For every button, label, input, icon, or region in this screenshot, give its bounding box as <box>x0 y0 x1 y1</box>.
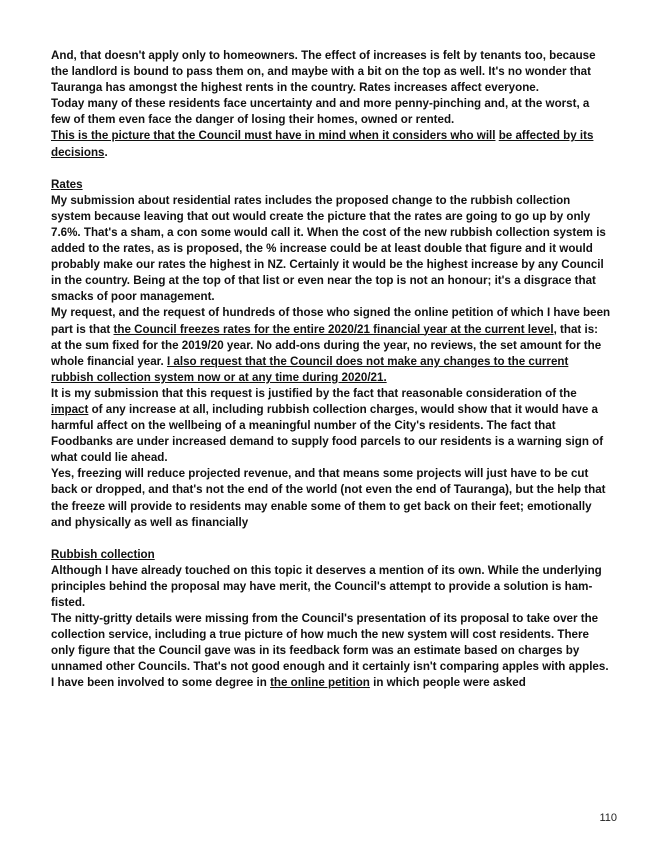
underlined-freeze-rates: the Council freezes rates for the entire 2020/21 financial year at the current level <box>113 322 554 336</box>
paragraph-justification <box>51 386 611 466</box>
paragraph-petition <box>51 675 611 691</box>
heading-rates: Rates <box>51 177 83 191</box>
paragraph-uncertainty: Today many of these residents face uncertainty and and more penny-pinching and, at the worst, a few of them even face the danger of losing their homes, owned or rented. <box>51 97 590 127</box>
paragraph-council-picture <box>51 128 611 160</box>
paragraph-request <box>51 305 611 385</box>
heading-rubbish-collection: Rubbish collection <box>51 547 155 561</box>
document-body <box>51 48 611 692</box>
paragraph-rubbish-intro: Although I have already touched on this topic it deserves a mention of its own. While the underlying principles behind the proposal may have merit, the Council's attempt to provide a solution is ham-fisted. <box>51 563 602 609</box>
underlined-council-picture: This is the picture that the Council must have in mind when it considers who will <box>51 129 496 143</box>
spacer <box>51 531 611 547</box>
page-number: 110 <box>599 812 617 824</box>
text-request-intro: My request, and the request of hundreds of those who signed the online petition of which I have been part is that <box>51 306 611 336</box>
paragraph-freezing: Yes, freezing will reduce projected revenue, and that means some projects will just have to be cut back or dropped, and that's not the end of the world (not even the end of Tauranga), but the help that the freeze will provide to residents may enable some of them to get back on their feet; emotionally and physically as well as financially <box>51 467 606 529</box>
text-petition-intro: I have been involved to some degree in <box>51 676 271 690</box>
underlined-impact: impact <box>51 402 89 416</box>
text-period: . <box>104 145 108 159</box>
paragraph-homeowners: And, that doesn't apply only to homeowners. The effect of increases is felt by tenants too, because the landlord is bound to pass them on, and maybe with a bit on the top as well. It's no wonder that Tauranga has amongst the highest rents in the country. Rates increases affect everyone. <box>51 49 596 95</box>
underlined-online-petition: the online petition <box>270 676 370 690</box>
underlined-affected: be affected by its decisions <box>51 129 594 159</box>
text-justification-intro: It is my submission that this request is justified by the fact that reasonable consideration of the <box>51 386 577 400</box>
text-justification-rest: of any increase at all, including rubbish collection charges, would show that it would have a harmful affect on the wellbeing of a meaningful number of the City's residents. The fact that Foodbanks are under increased demand to supply food parcels to our residents is a warning sign of what could lie ahead. <box>51 402 604 465</box>
paragraph-submission-rates: My submission about residential rates includes the proposed change to the rubbish collection system because leaving that out would create the picture that the rates are going to go up by only 7.6%. That's a sham, a con some would call it. When the cost of the new rubbish collection system is added to the rates, as is proposed, the % increase could be at least double that figure and it would probably make our rates the highest in NZ. Certainly it would be the highest increase by any Council in the country. Being at the top of that list or even near the top is not an honour; it's a disgrace that smacks of poor management. <box>51 193 606 304</box>
text-petition-rest: in which people were asked <box>369 676 526 690</box>
underlined-rubbish-request: I also request that the Council does not make any changes to the current rubbish collection system now or at any time during 2020/21. <box>51 354 569 384</box>
paragraph-nitty-gritty: The nitty-gritty details were missing from the Council's presentation of its proposal to take over the collection service, including a true picture of how much the new system will cost residents. There only figure that the Council gave was in its feedback form was an estimate based on charges by unnamed other Councils. That's not good enough and it certainly isn't comparing apples with apples. <box>51 612 609 674</box>
text-request-middle: , that is: at the sum fixed for the 2019/20 year. No add-ons during the year, no reviews, the set amount for the whole financial year. <box>51 322 602 368</box>
spacer <box>51 161 611 177</box>
